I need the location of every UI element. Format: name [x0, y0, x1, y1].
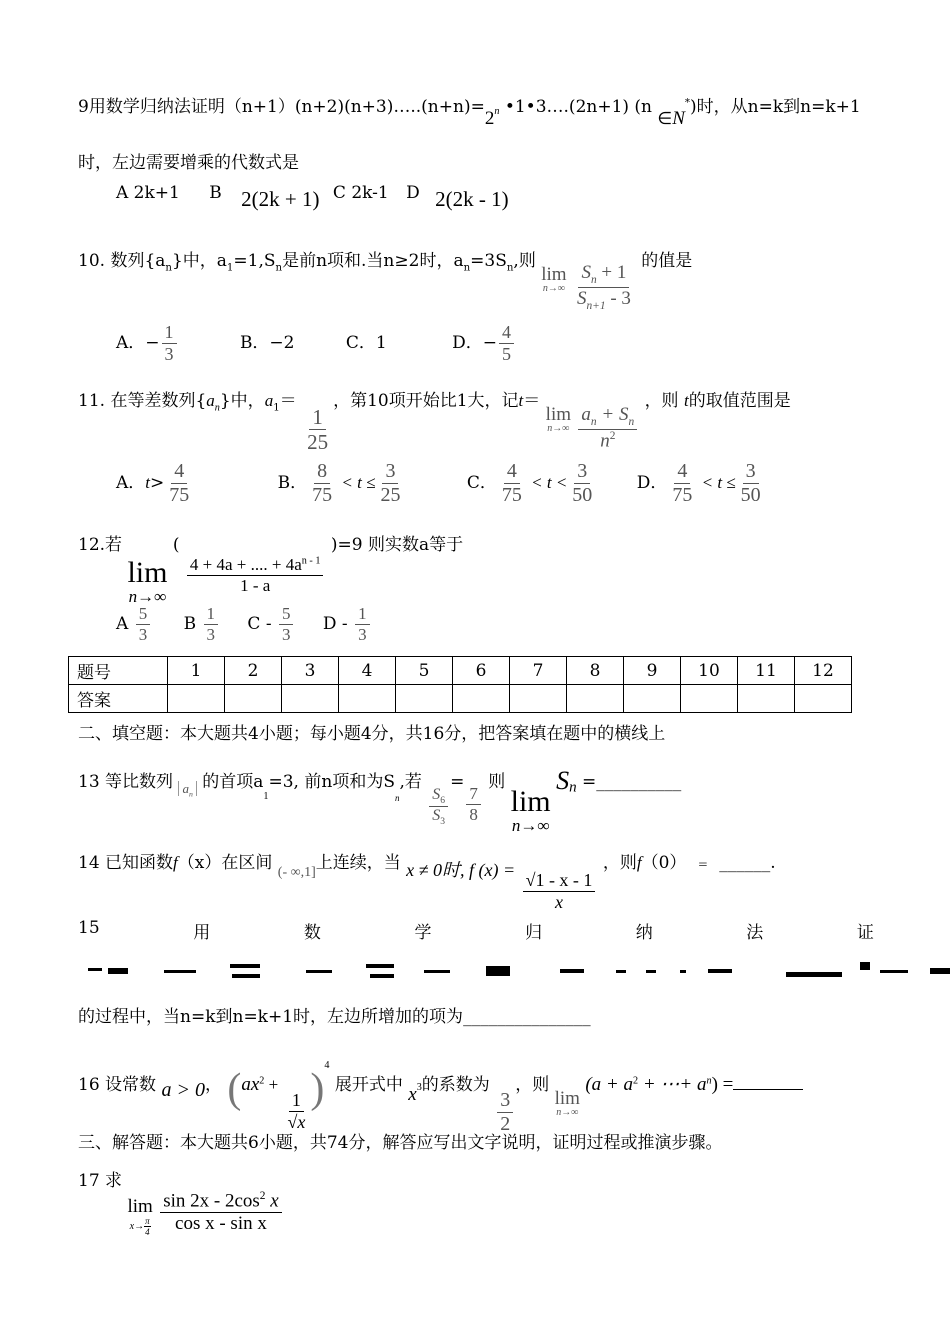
q10-limit: lim n→∞	[541, 264, 567, 294]
answer-cell[interactable]	[681, 685, 738, 713]
q13-ratio: $\frac{S_6}{S_3}$	[429, 786, 448, 827]
q12-option-c: C - $\frac{5}{3}$	[247, 614, 295, 634]
q15-word: 法	[746, 923, 764, 943]
q16-limit: lim n→∞	[554, 1088, 580, 1118]
answer-table-answer-label: 答案	[69, 685, 168, 713]
q14-answer-blank[interactable]: ______.	[719, 853, 776, 873]
answer-cell[interactable]	[339, 685, 396, 713]
q14-fraction: $\frac{√1 - x - 1}{x}$	[523, 870, 596, 912]
q15-word: 证	[856, 923, 874, 943]
answer-cell[interactable]	[738, 685, 795, 713]
q11-limit: lim n→∞	[545, 404, 572, 434]
q15-word: 15	[78, 918, 100, 938]
q12-stem: 12.若 lim n→∞ ( $\frac{4 + 4a + .... + 4a^{n - 1}}{1 - a}$ )=9 则实数a等于	[78, 535, 464, 606]
q12-option-d: D - $\frac{1}{3}$	[323, 614, 372, 634]
answer-cell[interactable]	[567, 685, 624, 713]
q15-stem-line	[78, 918, 874, 943]
q13-ratio-value: $\frac{7}{8}$	[466, 784, 481, 824]
q15-word: 数	[303, 923, 321, 943]
q10-option-d: D．− $\frac{4}{5}$	[452, 333, 516, 353]
answer-table-number: 11	[738, 657, 795, 685]
q11-stem: 11. 在等差数列$\{a_n\}$中，$a_1=$ $\frac{1}{25}$ ，第10项开始比1大，记t＝ lim n→∞ $\frac{a_n + S_n}{n^2}$ ，则 t的取值范围是	[78, 391, 791, 455]
q16-stem: 16 设常数 a > 0， ($ax^2$ + $\frac{1}{√x}$ )$^4$ 展开式中 x3的系数为 $\frac{3}{2}$ ，则 lim n→∞ ($a + a^2$ + ⋯+ $a^n$) =	[78, 1060, 803, 1136]
q17-limit: lim x→ $\frac{\pi}{4}$	[127, 1196, 153, 1238]
q11-option-a: A．t> $\frac{4}{75}$	[116, 460, 190, 506]
answer-cell[interactable]	[795, 685, 852, 713]
answer-cell[interactable]	[510, 685, 567, 713]
answer-table-header-label: 题号	[69, 657, 168, 685]
answer-table-number: 10	[681, 657, 738, 685]
answer-table-header-row	[69, 657, 852, 685]
answer-table	[68, 656, 852, 713]
q15-line2: 的过程中，当n=k到n=k+1时，左边所增加的项为_______________	[78, 1007, 591, 1027]
section-3-heading: 三、解答题：本大题共6小题，共74分，解答应写出文字说明，证明过程或推演步骤。	[78, 1133, 723, 1153]
answer-cell[interactable]	[168, 685, 225, 713]
q9-option-c: C 2k-1	[332, 183, 389, 203]
q9-option-b-label: B	[209, 183, 222, 203]
q9-option-b-expr: 2(2k + 1)	[241, 187, 320, 211]
q17-fraction: $\frac{\sin 2x - 2\cos^2 x}{\text{cos x - sin x}}$	[160, 1190, 281, 1235]
answer-table-number: 8	[567, 657, 624, 685]
answer-table-number: 5	[396, 657, 453, 685]
q9-option-d-expr: 2(2k - 1)	[435, 187, 509, 211]
q12-options	[116, 604, 372, 644]
q14-interval: (- ∞,1]	[277, 865, 316, 880]
q10-option-c: C．1	[345, 332, 387, 353]
q10-fraction: $\frac{S_n + 1}{S_{n+1} - 3}$	[576, 262, 631, 312]
q12-limit: lim n→∞	[127, 556, 168, 606]
q10-option-b: B．−2	[239, 332, 295, 353]
answer-cell[interactable]	[282, 685, 339, 713]
q9-options	[116, 183, 509, 212]
q12-option-b: B $\frac{1}{3}$	[184, 614, 220, 634]
q16-coefficient: $\frac{3}{2}$	[497, 1089, 513, 1136]
answer-table-number: 2	[225, 657, 282, 685]
answer-cell[interactable]	[396, 685, 453, 713]
q12-fraction: $\frac{4 + 4a + .... + 4a^{n - 1}}{1 - a}$	[187, 555, 324, 595]
q14-stem: 14 已知函数f（x）在区间 $_{(- \infty,1]}$上连续，当 x ≠ 0时, f (x) = $\frac{√1 - x - 1}{x}$ ，则f（0） = ______.	[78, 853, 776, 912]
q13-sequence: an	[178, 781, 196, 796]
q16-inner-fraction: $\frac{1}{√x}$	[287, 1090, 306, 1132]
answer-table-number: 3	[282, 657, 339, 685]
q11-option-d: D． $\frac{4}{75}$ < t ≤ $\frac{3}{50}$	[636, 460, 761, 506]
q13-stem: 13 等比数列 $_{a_n}$ 的首项$a_1=3$, 前n项和为$S_n$,若 $\frac{S_6}{S_3}$ = $\frac{7}{8}$ 则 lim n→∞ $S_n$ =__________	[78, 766, 682, 835]
q13-answer-blank[interactable]: =__________	[581, 772, 682, 792]
q11-option-c: C． $\frac{4}{75}$ < t < $\frac{3}{50}$	[466, 460, 593, 506]
answer-table-number: 7	[510, 657, 567, 685]
q15-word: 归	[525, 923, 543, 943]
q9-option-d-label: D	[406, 183, 420, 203]
q17-stem: 17 求 lim x→ $\frac{\pi}{4}$ $\frac{\sin 2x - 2\cos^2 x}{\text{cos x - sin x}}$	[78, 1166, 284, 1238]
answer-table-number: 4	[339, 657, 396, 685]
answer-table-number: 6	[453, 657, 510, 685]
q11-a1-fraction: $\frac{1}{25}$	[307, 405, 329, 455]
answer-cell[interactable]	[225, 685, 282, 713]
q14-condition: x ≠ 0时, f (x) =	[406, 860, 516, 880]
q10-options	[116, 322, 516, 364]
answer-cell[interactable]	[624, 685, 681, 713]
q12-option-a: A $\frac{5}{3}$	[116, 614, 152, 634]
q10-option-a: A．− $\frac{1}{3}$	[116, 333, 179, 353]
q15-word: 学	[414, 923, 432, 943]
q9-line2: 时，左边需要增乘的代数式是	[78, 153, 299, 173]
answer-table-number: 9	[624, 657, 681, 685]
q11-options	[116, 460, 766, 507]
section-2-heading: 二、填空题：本大题共4小题；每小题4分，共16分，把答案填在题中的横线上	[78, 724, 666, 744]
q15-word: 纳	[635, 923, 653, 943]
q13-limit: lim n→∞	[510, 785, 551, 835]
q16-answer-blank[interactable]	[733, 1089, 803, 1090]
answer-table-number: 12	[795, 657, 852, 685]
q15-garbled-formula	[80, 962, 950, 982]
q15-answer-blank[interactable]: _______________	[463, 1007, 591, 1027]
answer-table-answer-row	[69, 685, 852, 713]
answer-table-number: 1	[168, 657, 225, 685]
q10-stem: 10. 数列$\{a_n\}$中，$a_1=1,S_n$是前n项和.当n≥2时，$a_n=3S_n$,则 lim n→∞ $\frac{S_n + 1}{S_{n+1} - 3}$ 的值是	[78, 251, 693, 312]
q15-word: 用	[193, 923, 211, 943]
q9-line1: 9用数学归纳法证明$(n+1)(n+2)(n+3)\dots..(n+n)=2^n$ •1•3….(2n+1) (n ∈N*)时，从n=k到n=k+1	[78, 97, 861, 129]
q11-fraction: $\frac{a_n + S_n}{n^2}$	[578, 404, 637, 452]
q11-option-b: B． $\frac{8}{75}$ < t ≤ $\frac{3}{25}$	[277, 460, 401, 506]
answer-cell[interactable]	[453, 685, 510, 713]
q9-option-a: A 2k+1	[116, 183, 180, 203]
